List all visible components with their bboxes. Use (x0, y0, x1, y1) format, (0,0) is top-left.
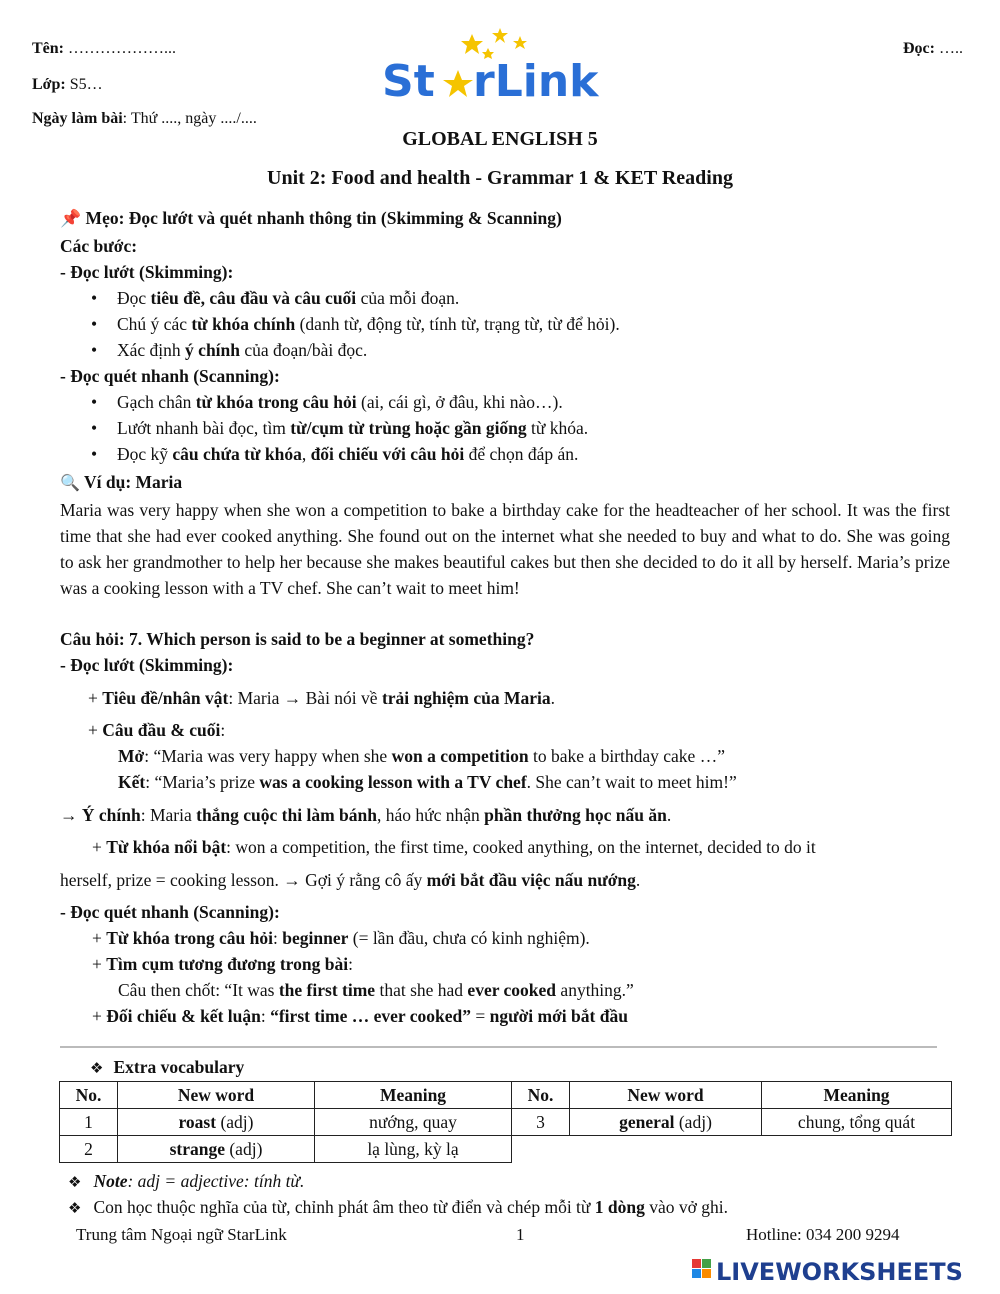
name-field: Tên: ………………... (32, 40, 176, 57)
table-header: Meaning (315, 1082, 512, 1109)
question-text: Câu hỏi: 7. Which person is said to be a beginner at something? (60, 629, 535, 649)
starlink-logo-graphic (380, 28, 620, 104)
table-cell: 1 (60, 1109, 118, 1136)
title-character-line: + Tiêu đề/nhân vật: Maria → Bài nói về trải nghiệm của Maria. (88, 688, 555, 708)
liveworksheets-logo (690, 1254, 990, 1288)
skim-step-2: • Chú ý các từ khóa chính (danh từ, động từ, tính từ, trạng từ, từ để hỏi). (117, 314, 620, 335)
table-header: No. (60, 1082, 118, 1109)
skim-step-1: • Đọc tiêu đề, câu đầu và câu cuối của mỗi đoạn. (117, 288, 459, 309)
watermark-block-icon (692, 1269, 701, 1278)
closing-sentence: Kết: “Maria’s prize was a cooking lesson with a TV chef. She can’t wait to meet him!” (118, 772, 737, 792)
table-cell: 2 (60, 1136, 118, 1163)
page-number: 1 (516, 1225, 525, 1244)
table-row (60, 1136, 952, 1163)
watermark-block-icon (702, 1259, 711, 1268)
analysis-skimming-label: - Đọc lướt (Skimming): (60, 655, 234, 675)
table-cell: lạ lùng, kỳ lạ (315, 1136, 512, 1163)
footer-center-name: Trung tâm Ngoại ngữ StarLink (76, 1225, 287, 1244)
footer-hotline: Hotline: 034 200 9294 (746, 1225, 900, 1244)
logo-text-left: St (382, 56, 435, 104)
steps-label: Các bước: (60, 236, 138, 256)
table-header: No. (512, 1082, 570, 1109)
instruction-line: ❖ Con học thuộc nghĩa của từ, chỉnh phát âm theo từ điển và chép mỗi từ 1 dòng vào vở ghi. (68, 1197, 729, 1217)
scan-step-2: • Lướt nhanh bài đọc, tìm từ/cụm từ trùng hoặc gần giống từ khóa. (117, 418, 588, 439)
search-icon: 🔍 (60, 473, 80, 492)
conclusion-line: + Đối chiếu & kết luận: “first time … ever cooked” = người mới bắt đầu (92, 1006, 628, 1026)
table-cell: chung, tổng quát (762, 1109, 952, 1136)
logo-star-icon (461, 34, 483, 54)
empty-cell (512, 1136, 570, 1163)
tip-heading: 📌 Mẹo: Đọc lướt và quét nhanh thông tin (Skimming & Scanning) (60, 208, 562, 229)
note-line: ❖ Note: adj = adjective: tính từ. (68, 1171, 305, 1191)
watermark-block-icon (702, 1269, 711, 1278)
skim-step-3: • Xác định ý chính của đoạn/bài đọc. (117, 340, 367, 361)
empty-cell (762, 1136, 952, 1163)
date-field: Ngày làm bài: Thứ ...., ngày ..../.... (32, 110, 257, 127)
table-header-row (60, 1082, 952, 1109)
diamond-bullet-icon: ❖ (90, 1059, 104, 1077)
scanning-label: - Đọc quét nhanh (Scanning): (60, 366, 280, 386)
table-cell: roast (adj) (118, 1109, 315, 1136)
example-passage: Maria was very happy when she won a competition to bake a birthday cake for the headteacher of her school. It was the first time that she had ever cooked anything. She found out on the internet what she needed to buy and what to do. She was going to ask her grandmother to help her because she makes beautiful cakes but then she decided to do it all by herself. Maria’s prize was a cooking lesson with a TV chef. She can’t wait to meet him! (60, 500, 950, 598)
starlink-logo (380, 28, 620, 104)
key-sentence-line: Câu then chốt: “It was the first time that she had ever cooked anything.” (118, 980, 634, 1000)
scan-keyword-line: + Từ khóa trong câu hỏi: beginner (= lần đầu, chưa có kinh nghiệm). (92, 928, 590, 948)
table-header: New word (118, 1082, 315, 1109)
analysis-scanning-label: - Đọc quét nhanh (Scanning): (60, 902, 280, 922)
example-heading: 🔍 Ví dụ: Maria (60, 472, 183, 492)
liveworksheets-watermark (690, 1254, 990, 1288)
class-field: Lớp: S5… (32, 76, 103, 93)
table-cell: strange (adj) (118, 1136, 315, 1163)
logo-star-icon (513, 36, 527, 49)
watermark-text: LIVEWORKSHEETS (716, 1258, 963, 1286)
section-divider (60, 1046, 937, 1048)
reading-score-field: Đọc: ….. (903, 40, 963, 57)
diamond-bullet-icon: ❖ (68, 1173, 82, 1191)
scan-step-1: • Gạch chân từ khóa trong câu hỏi (ai, cái gì, ở đâu, khi nào…). (117, 392, 563, 413)
first-last-label: + Câu đầu & cuối: (88, 720, 226, 740)
table-cell: nướng, quay (315, 1109, 512, 1136)
keywords-line-1: + Từ khóa nổi bật: won a competition, the first time, cooked anything, on the internet, decided to do it (92, 837, 816, 857)
table-header: Meaning (762, 1082, 952, 1109)
table-row (60, 1109, 952, 1136)
watermark-block-icon (692, 1259, 701, 1268)
logo-letter-star-icon (443, 70, 473, 97)
empty-cell (570, 1136, 762, 1163)
table-header: New word (570, 1082, 762, 1109)
unit-title: Unit 2: Food and health - Grammar 1 & KET Reading (267, 167, 733, 189)
course-title: GLOBAL ENGLISH 5 (402, 128, 598, 150)
main-idea: → Ý chính: Maria thắng cuộc thi làm bánh, háo hức nhận phần thưởng học nấu ăn. (60, 805, 672, 825)
table-cell: 3 (512, 1109, 570, 1136)
logo-text-right: rLink (473, 56, 599, 104)
vocab-heading: ❖ Extra vocabulary (90, 1057, 245, 1077)
pin-icon: 📌 (60, 209, 82, 229)
scan-step-3: • Đọc kỹ câu chứa từ khóa, đối chiếu với câu hỏi để chọn đáp án. (117, 444, 578, 465)
keywords-line-2: herself, prize = cooking lesson. → Gợi ý rằng cô ấy mới bắt đầu việc nấu nướng. (60, 870, 641, 890)
logo-star-icon (492, 28, 508, 43)
scan-equivalent-line: + Tìm cụm tương đương trong bài: (92, 954, 353, 974)
skimming-label: - Đọc lướt (Skimming): (60, 262, 234, 282)
diamond-bullet-icon: ❖ (68, 1199, 82, 1217)
vocab-table (59, 1081, 952, 1163)
table-cell: general (adj) (570, 1109, 762, 1136)
opening-sentence: Mở: “Maria was very happy when she won a competition to bake a birthday cake …” (118, 746, 725, 766)
